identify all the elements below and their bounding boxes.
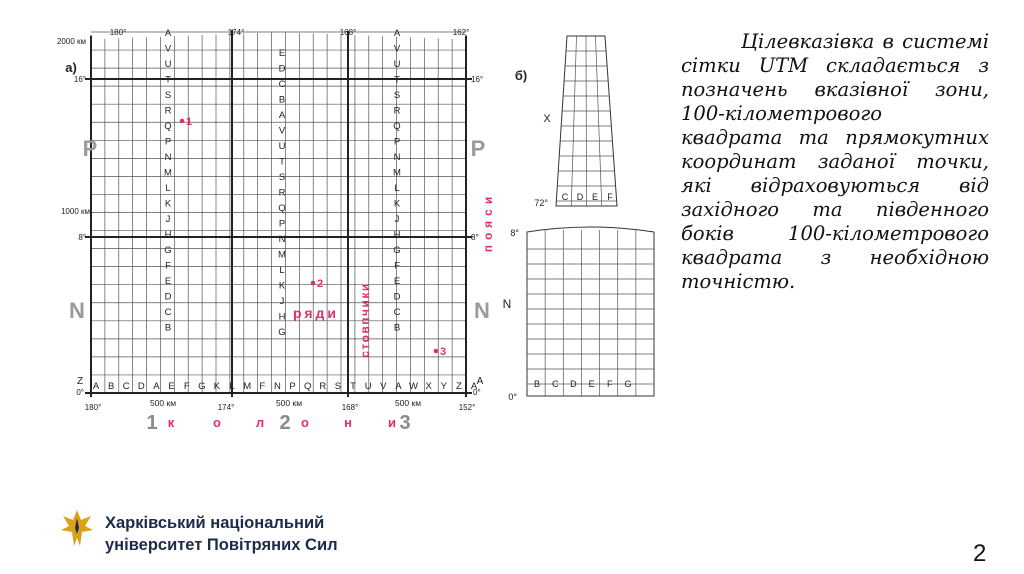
utm-description-paragraph: Цілевказівка в системі сітки UTM складається з позначень вказівної зони, 100-кілометрового квадрата та прямокутних координат заданої точки, які відраховуються від західного та південного боків 100-кілометрового квадрата з необхідною точністю. <box>681 30 989 293</box>
target-point-marker <box>180 119 185 124</box>
distance-label: 2000 км <box>56 37 86 46</box>
grid-letter: B <box>107 381 115 392</box>
panel-b-grid-v <box>586 36 587 206</box>
grid-letter: E <box>164 276 172 287</box>
grid-letter: S <box>278 172 286 183</box>
rows-label: ряди <box>292 305 340 321</box>
grid-letter: V <box>393 43 401 55</box>
grid-letter: K <box>278 280 286 292</box>
utm-zone-number: 2 <box>279 412 291 434</box>
grid-letter: R <box>319 381 327 392</box>
grid-letter: Q <box>303 381 312 392</box>
grid-letter: L <box>394 183 400 194</box>
zone-letter: A <box>476 376 484 387</box>
grid-letter: V <box>164 43 172 55</box>
panel-b-grid-letter: F <box>607 379 613 389</box>
grid-letter: F <box>259 381 266 392</box>
grid-letter: C <box>393 307 401 318</box>
grid-letter: H <box>164 229 172 241</box>
grid-letter: P <box>278 218 286 230</box>
grid-letter: J <box>279 296 285 307</box>
grid-letter: T <box>350 381 356 392</box>
bands-label: пояси <box>481 191 495 253</box>
columns-label-letter: л <box>255 415 265 430</box>
panel-b-latitude-label: 72° <box>534 198 548 208</box>
grid-letter: A <box>395 381 402 392</box>
grid-letter: A <box>164 28 172 39</box>
utm-zone-number: 1 <box>146 412 158 434</box>
grid-letter: V <box>380 381 387 392</box>
grid-letter: S <box>334 381 342 392</box>
columns-label-letter: о <box>213 415 221 430</box>
distance-label: 1000 км <box>60 207 90 216</box>
latitude-label: 16° <box>73 75 86 84</box>
grid-letter: Z <box>455 381 462 392</box>
panel-b-grid-v <box>596 36 602 206</box>
university-name-line1: Харківський національний <box>105 514 325 532</box>
grid-letter: A <box>153 381 160 392</box>
grid-letter: N <box>274 381 281 392</box>
grid-letter: L <box>279 265 285 276</box>
target-point-label: 2 <box>317 278 324 290</box>
panel-b-grid <box>503 36 654 402</box>
grid-letter: M <box>393 167 401 179</box>
columns-label-letter: к <box>167 415 175 430</box>
grid-letter: F <box>165 260 171 272</box>
grid-letter: S <box>164 90 172 101</box>
grid-letter: B <box>393 322 401 334</box>
grid-letter: F <box>394 260 400 272</box>
latitude-label: 8° <box>471 233 479 242</box>
columns-label-letter: и <box>388 415 396 430</box>
grid-letter: U <box>164 59 172 70</box>
longitude-label: 174° <box>217 403 235 412</box>
latitude-label: 16° <box>471 75 484 84</box>
latitude-zone-letter: N <box>474 298 490 323</box>
grid-letter: K <box>164 198 172 210</box>
grid-letter: A <box>470 381 478 392</box>
grid-letter: R <box>164 105 172 117</box>
grid-letter: C <box>278 79 286 90</box>
grid-letter: C <box>122 381 130 392</box>
panel-b-latitude-label: 0° <box>508 392 517 402</box>
university-name <box>105 512 338 556</box>
grid-letter: Q <box>164 121 172 132</box>
latitude-zone-letter: P <box>470 136 486 161</box>
target-point-label: 3 <box>440 346 447 358</box>
grid-letter: A <box>278 110 286 121</box>
grid-letter: P <box>289 381 296 392</box>
grid-letter: T <box>165 74 171 86</box>
grid-letter: L <box>165 183 171 194</box>
grid-letter: H <box>393 229 401 241</box>
grid-letter: J <box>165 214 171 225</box>
grid-letter: L <box>229 381 235 392</box>
grid-letter: T <box>279 156 285 168</box>
grid-letter: J <box>394 214 400 225</box>
figure-labels <box>57 28 495 434</box>
longitude-label: 168° <box>339 28 357 37</box>
university-logo-icon <box>60 508 94 548</box>
target-point-marker <box>434 349 439 354</box>
grid-letter: W <box>409 381 419 392</box>
longitude-label: 180° <box>84 403 102 412</box>
longitude-label: 152° <box>458 403 476 412</box>
grid-letter: A <box>92 381 100 392</box>
panel-b-label: б) <box>514 68 528 83</box>
grid-letter: E <box>278 48 286 59</box>
grid-letter: Y <box>440 381 447 392</box>
zone-letter: Z <box>76 376 84 387</box>
grid-letter: M <box>278 249 286 261</box>
panel-b-grid-letter: E <box>591 192 599 202</box>
distance-label: 500 км <box>275 398 303 408</box>
grid-letter: U <box>278 141 286 152</box>
grid-letter: D <box>278 63 286 75</box>
grid-letter: E <box>393 276 401 287</box>
panel-b-grid-letter: C <box>561 192 569 202</box>
grid-letter: Q <box>278 203 286 214</box>
columns-label-letter: н <box>344 415 352 430</box>
distance-label: 500 км <box>149 398 177 408</box>
grid-letter: U <box>393 59 401 70</box>
grid-letter: M <box>164 167 172 179</box>
longitude-label: 180° <box>109 28 127 37</box>
grid-letter: T <box>394 74 400 86</box>
grid-letter: G <box>198 381 206 392</box>
latitude-zone-letter: N <box>69 298 85 323</box>
grid-letter: H <box>278 311 286 323</box>
grid-letter: F <box>183 381 190 392</box>
latitude-label: 0° <box>473 388 481 397</box>
page-number: 2 <box>973 540 987 567</box>
grid-letter: D <box>393 291 401 303</box>
grid-letter: Q <box>393 121 401 132</box>
columns-label-letter: о <box>301 415 309 430</box>
panel-b-grid-letter: G <box>624 379 632 389</box>
distance-label: 500 км <box>394 398 422 408</box>
grid-letter: A <box>393 28 401 39</box>
panel-b-latitude-label: 8° <box>510 228 519 238</box>
utm-zone-number: 3 <box>399 412 411 434</box>
panel-b-n-label: N <box>502 297 512 311</box>
grid-letter: E <box>168 381 175 392</box>
grid-letter: D <box>137 381 145 392</box>
grid-letter: G <box>393 245 401 256</box>
grid-letter: R <box>393 105 401 117</box>
grid-letter: B <box>278 94 286 106</box>
longitude-label: 174° <box>227 28 245 37</box>
grid-letter: U <box>364 381 372 392</box>
panel-b-grid-v <box>571 36 576 206</box>
longitude-label: 168° <box>341 403 359 412</box>
grid-letter: G <box>164 245 172 256</box>
panel-b-grid-letter: B <box>533 379 541 389</box>
target-point-label: 1 <box>186 116 193 128</box>
grid-letter: B <box>164 322 172 334</box>
longitude-label: 162° <box>452 28 470 37</box>
panel-b-grid-letter: D <box>570 379 577 389</box>
grid-letter: K <box>213 381 221 392</box>
panel-b-grid-letter: F <box>607 192 613 202</box>
grid-letter: N <box>278 234 286 245</box>
grid-letter: M <box>243 381 252 392</box>
panel-b-grid-letter: D <box>576 192 584 202</box>
grid-letter: K <box>393 198 401 210</box>
panel-a-label: а) <box>65 60 77 75</box>
grid-letter: P <box>164 136 172 148</box>
grid-letter: P <box>393 136 401 148</box>
latitude-zone-letter: P <box>82 136 98 161</box>
panel-b-grid-letter: E <box>588 379 595 389</box>
panel-b-x-label: X <box>543 113 551 125</box>
university-name-line2: університет Повітряних Сил <box>105 536 338 554</box>
grid-letter: R <box>278 187 286 199</box>
grid-letter: C <box>164 307 172 318</box>
latitude-label: 0° <box>76 388 84 397</box>
grid-letter: D <box>164 291 172 303</box>
panel-b-grid-letter: C <box>551 379 559 389</box>
panel-b-lower-outline <box>527 227 654 396</box>
grid-letter: G <box>278 327 286 338</box>
grid-letter: N <box>164 152 172 163</box>
grid-letter: X <box>425 381 432 392</box>
grid-letter: N <box>393 152 401 163</box>
latitude-label: 8° <box>78 233 86 242</box>
target-point-marker <box>311 281 316 286</box>
grid-letter: V <box>278 125 286 137</box>
grid-letter: S <box>393 90 401 101</box>
columns-vertical-label: стовпчики <box>358 282 372 358</box>
